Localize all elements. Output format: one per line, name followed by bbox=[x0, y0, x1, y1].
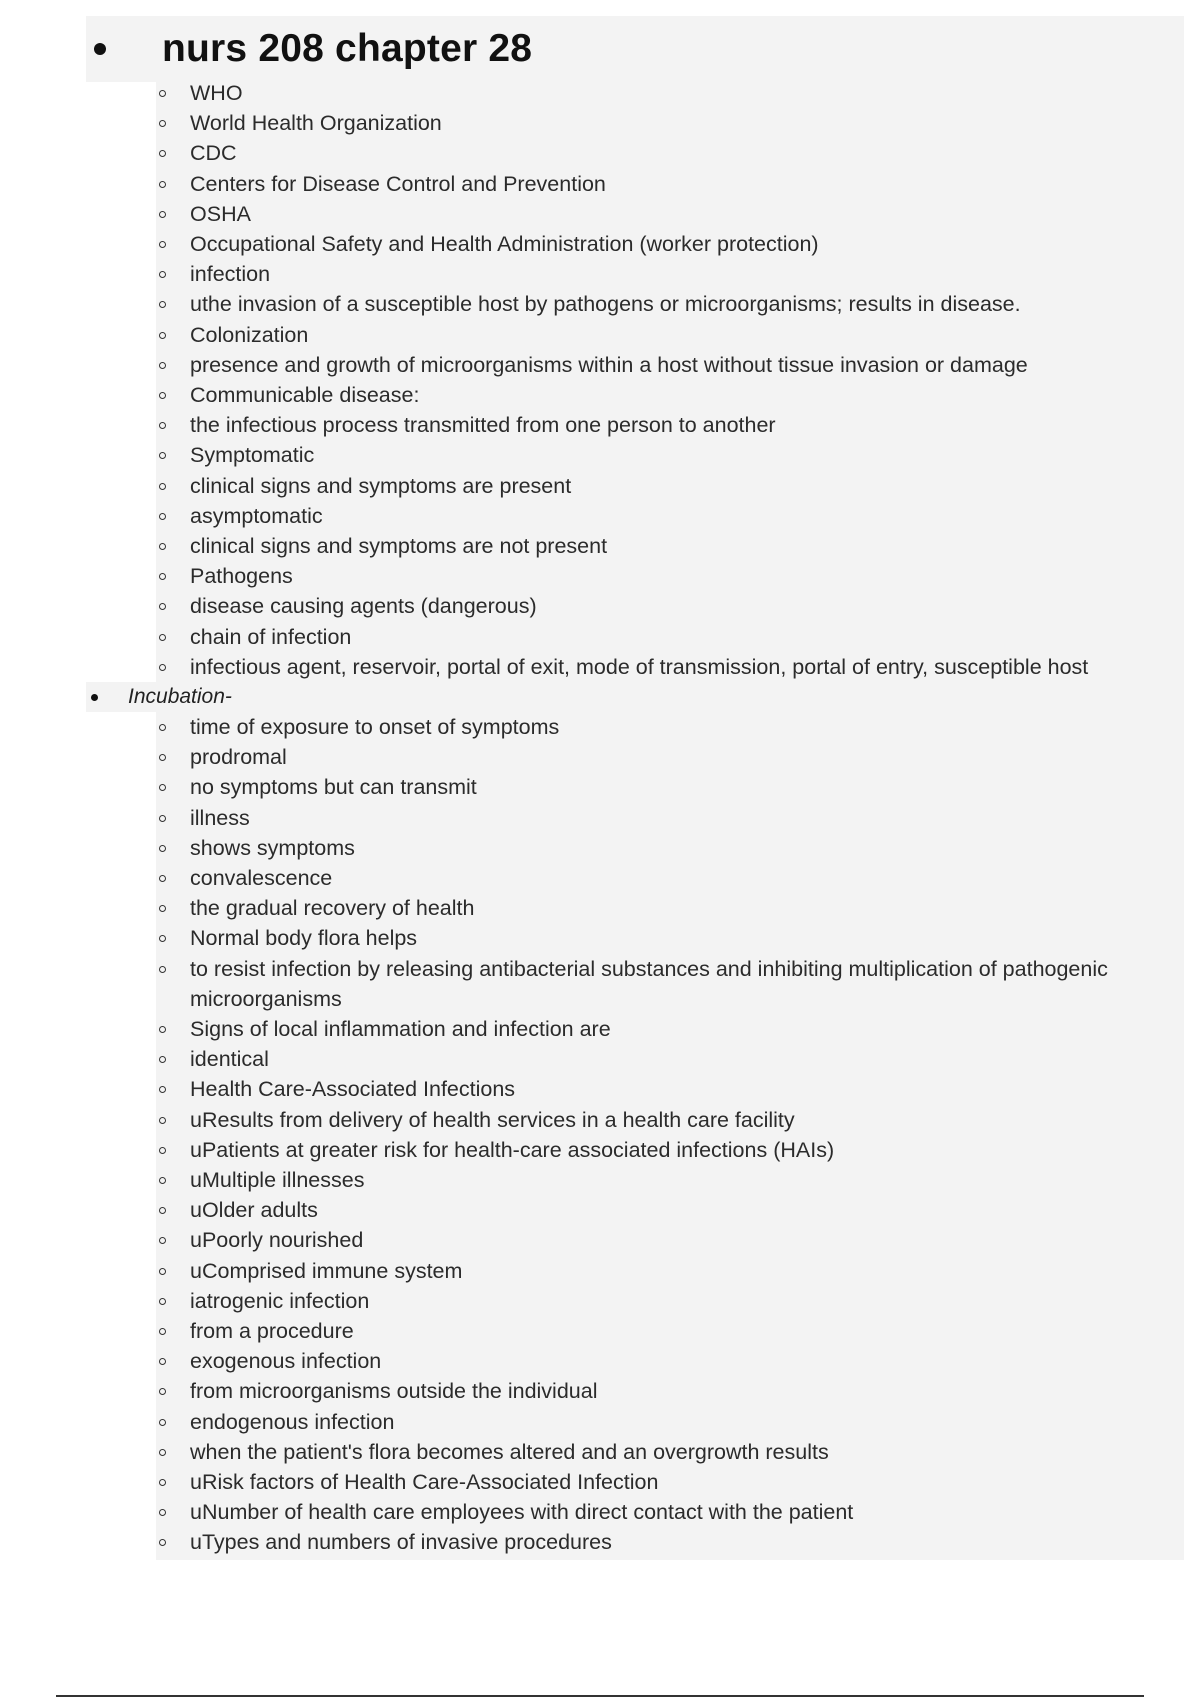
hollow-bullet-icon bbox=[159, 1237, 166, 1244]
list-item bbox=[156, 1074, 1184, 1104]
list-item-text: from microorganisms outside the individual bbox=[190, 1379, 598, 1404]
list-item-text: uMultiple illnesses bbox=[190, 1168, 365, 1193]
list-item bbox=[156, 923, 1184, 953]
page-title: nurs 208 chapter 28 bbox=[162, 27, 533, 70]
list-item bbox=[156, 1014, 1184, 1044]
hollow-bullet-icon bbox=[159, 1026, 166, 1033]
list-item-text: illness bbox=[190, 805, 250, 830]
list-item-text: chain of infection bbox=[190, 624, 352, 649]
hollow-bullet-icon bbox=[159, 784, 166, 791]
list-item-text: uPoorly nourished bbox=[190, 1228, 364, 1253]
hollow-bullet-icon bbox=[159, 724, 166, 731]
hollow-bullet-icon bbox=[159, 634, 166, 641]
section2-list bbox=[156, 712, 1184, 1558]
list-item-text: presence and growth of microorganisms within a host without tissue invasion or damage bbox=[190, 352, 1028, 377]
hollow-bullet-icon bbox=[159, 815, 166, 822]
list-item bbox=[156, 320, 1184, 350]
list-item bbox=[156, 1346, 1184, 1376]
hollow-bullet-icon bbox=[159, 1147, 166, 1154]
hollow-bullet-icon bbox=[159, 1479, 166, 1486]
hollow-bullet-icon bbox=[159, 573, 166, 580]
list-item-text: the infectious process transmitted from one person to another bbox=[190, 413, 776, 438]
list-item bbox=[156, 652, 1184, 682]
list-item-text: prodromal bbox=[190, 745, 287, 770]
hollow-bullet-icon bbox=[159, 603, 166, 610]
list-item-text: uOlder adults bbox=[190, 1198, 318, 1223]
hollow-bullet-icon bbox=[159, 1449, 166, 1456]
list-item bbox=[156, 440, 1184, 470]
hollow-bullet-icon bbox=[159, 845, 166, 852]
list-item bbox=[156, 1376, 1184, 1406]
list-item bbox=[156, 1135, 1184, 1165]
hollow-bullet-icon bbox=[159, 90, 166, 97]
list-item bbox=[156, 1165, 1184, 1195]
list-item bbox=[156, 591, 1184, 621]
list-item-text: OSHA bbox=[190, 201, 251, 226]
section1-list bbox=[156, 78, 1184, 682]
hollow-bullet-icon bbox=[159, 664, 166, 671]
list-item bbox=[156, 1044, 1184, 1074]
hollow-bullet-icon bbox=[159, 301, 166, 308]
list-item-text: uthe invasion of a susceptible host by pathogens or microorganisms; results in disease. bbox=[190, 292, 1021, 317]
list-item bbox=[156, 1437, 1184, 1467]
list-item bbox=[156, 108, 1184, 138]
hollow-bullet-icon bbox=[159, 422, 166, 429]
title-row bbox=[86, 16, 1184, 82]
list-item bbox=[156, 712, 1184, 742]
footer-divider bbox=[56, 1695, 1144, 1697]
list-item bbox=[156, 1407, 1184, 1437]
list-item bbox=[156, 1105, 1184, 1135]
list-item-text: from a procedure bbox=[190, 1319, 354, 1344]
list-item-text: uComprised immune system bbox=[190, 1258, 463, 1283]
list-item-text: identical bbox=[190, 1047, 269, 1072]
list-item bbox=[156, 289, 1184, 319]
hollow-bullet-icon bbox=[159, 875, 166, 882]
title-bullet-icon bbox=[94, 43, 106, 55]
list-item bbox=[156, 893, 1184, 923]
list-item bbox=[156, 863, 1184, 893]
list-item bbox=[156, 199, 1184, 229]
hollow-bullet-icon bbox=[159, 483, 166, 490]
list-item bbox=[156, 1256, 1184, 1286]
section2-heading-row bbox=[86, 682, 1184, 712]
list-item-text: disease causing agents (dangerous) bbox=[190, 594, 537, 619]
hollow-bullet-icon bbox=[159, 905, 166, 912]
list-item bbox=[156, 78, 1184, 108]
list-item bbox=[156, 259, 1184, 289]
hollow-bullet-icon bbox=[159, 1207, 166, 1214]
list-item bbox=[156, 1195, 1184, 1225]
list-item bbox=[156, 1286, 1184, 1316]
list-item bbox=[156, 169, 1184, 199]
hollow-bullet-icon bbox=[159, 1509, 166, 1516]
list-item-text: exogenous infection bbox=[190, 1349, 382, 1374]
bullet-icon bbox=[91, 694, 98, 701]
list-item-text: Occupational Safety and Health Administration (worker protection) bbox=[190, 232, 819, 257]
list-item-text: endogenous infection bbox=[190, 1409, 395, 1434]
hollow-bullet-icon bbox=[159, 392, 166, 399]
hollow-bullet-icon bbox=[159, 1298, 166, 1305]
list-item bbox=[156, 1467, 1184, 1497]
hollow-bullet-icon bbox=[159, 1358, 166, 1365]
hollow-bullet-icon bbox=[159, 1268, 166, 1275]
list-item bbox=[156, 1527, 1184, 1557]
hollow-bullet-icon bbox=[159, 1086, 166, 1093]
hollow-bullet-icon bbox=[159, 211, 166, 218]
list-item-text: uTypes and numbers of invasive procedures bbox=[190, 1530, 612, 1555]
list-item bbox=[156, 954, 1184, 1014]
hollow-bullet-icon bbox=[159, 1419, 166, 1426]
list-item bbox=[156, 138, 1184, 168]
list-item-text: clinical signs and symptoms are not present bbox=[190, 534, 608, 559]
list-item-text: the gradual recovery of health bbox=[190, 896, 475, 921]
list-item-text: Health Care-Associated Infections bbox=[190, 1077, 516, 1102]
hollow-bullet-icon bbox=[159, 452, 166, 459]
list-item bbox=[156, 833, 1184, 863]
list-item-text: to resist infection by releasing antibacterial substances and inhibiting multiplication of pathogenic microorganisms bbox=[190, 956, 1108, 1011]
list-item-text: asymptomatic bbox=[190, 503, 323, 528]
hollow-bullet-icon bbox=[159, 1328, 166, 1335]
list-item-text: Signs of local inflammation and infection are bbox=[190, 1017, 611, 1042]
list-item bbox=[156, 1497, 1184, 1527]
list-item bbox=[156, 622, 1184, 652]
hollow-bullet-icon bbox=[159, 271, 166, 278]
section2-heading: Incubation- bbox=[128, 685, 232, 708]
hollow-bullet-icon bbox=[159, 1177, 166, 1184]
list-item-text: no symptoms but can transmit bbox=[190, 775, 477, 800]
list-item-text: Colonization bbox=[190, 322, 309, 347]
list-item bbox=[156, 501, 1184, 531]
hollow-bullet-icon bbox=[159, 543, 166, 550]
list-item-text: infection bbox=[190, 262, 271, 287]
list-item bbox=[156, 350, 1184, 380]
hollow-bullet-icon bbox=[159, 513, 166, 520]
list-item-text: uPatients at greater risk for health-care associated infections (HAIs) bbox=[190, 1137, 835, 1162]
list-item bbox=[156, 561, 1184, 591]
hollow-bullet-icon bbox=[159, 181, 166, 188]
list-item bbox=[156, 410, 1184, 440]
list-item-text: Pathogens bbox=[190, 564, 293, 589]
list-item bbox=[156, 1225, 1184, 1255]
list-item bbox=[156, 531, 1184, 561]
list-item-text: time of exposure to onset of symptoms bbox=[190, 715, 560, 739]
list-item-text: World Health Organization bbox=[190, 111, 442, 136]
hollow-bullet-icon bbox=[159, 362, 166, 369]
hollow-bullet-icon bbox=[159, 120, 166, 127]
list-item-text: Communicable disease: bbox=[190, 383, 420, 408]
list-item-text: CDC bbox=[190, 141, 237, 166]
list-item bbox=[156, 1316, 1184, 1346]
list-item bbox=[156, 380, 1184, 410]
list-item-text: Normal body flora helps bbox=[190, 926, 418, 951]
hollow-bullet-icon bbox=[159, 150, 166, 157]
list-item-text: iatrogenic infection bbox=[190, 1288, 370, 1313]
list-item-text: WHO bbox=[190, 81, 243, 105]
list-item-text: shows symptoms bbox=[190, 835, 355, 860]
list-item-text: uRisk factors of Health Care-Associated Infection bbox=[190, 1470, 659, 1495]
hollow-bullet-icon bbox=[159, 241, 166, 248]
list-item-text: clinical signs and symptoms are present bbox=[190, 473, 572, 498]
hollow-bullet-icon bbox=[159, 1539, 166, 1546]
hollow-bullet-icon bbox=[159, 754, 166, 761]
hollow-bullet-icon bbox=[159, 1388, 166, 1395]
list-item bbox=[156, 772, 1184, 802]
list-item-text: Centers for Disease Control and Prevention bbox=[190, 171, 606, 196]
hollow-bullet-icon bbox=[159, 966, 166, 973]
list-item bbox=[156, 742, 1184, 772]
list-item bbox=[156, 471, 1184, 501]
list-item-text: convalescence bbox=[190, 866, 333, 891]
list-item bbox=[156, 803, 1184, 833]
list-item bbox=[156, 229, 1184, 259]
list-item-text: when the patient's flora becomes altered and an overgrowth results bbox=[190, 1439, 829, 1464]
list-item-text: Symptomatic bbox=[190, 443, 315, 468]
list-item-text: infectious agent, reservoir, portal of exit, mode of transmission, portal of entry, susceptible host bbox=[190, 654, 1089, 679]
hollow-bullet-icon bbox=[159, 935, 166, 942]
hollow-bullet-icon bbox=[159, 1117, 166, 1124]
list-item-text: uNumber of health care employees with direct contact with the patient bbox=[190, 1500, 854, 1525]
hollow-bullet-icon bbox=[159, 332, 166, 339]
list-item-text: uResults from delivery of health services in a health care facility bbox=[190, 1107, 795, 1132]
hollow-bullet-icon bbox=[159, 1056, 166, 1063]
